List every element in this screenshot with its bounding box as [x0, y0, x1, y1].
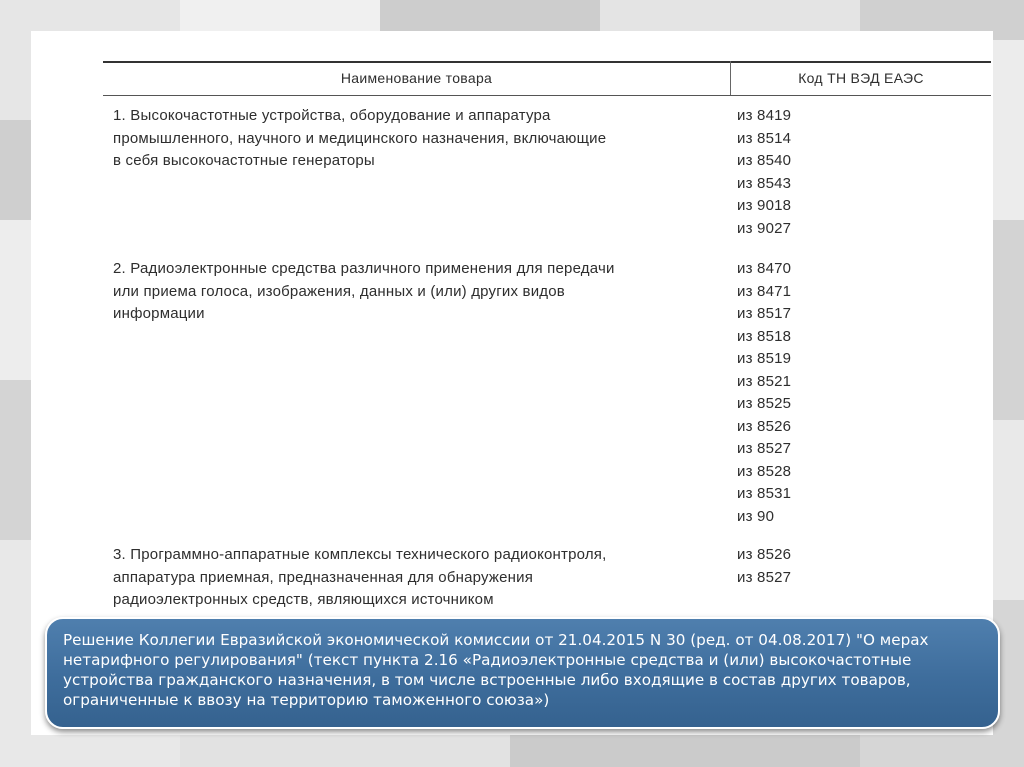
code-cell: из 8543: [737, 174, 792, 192]
caption-line: устройства гражданского назначения, в том числе встроенные либо входящие в состав других товаров,: [63, 671, 911, 689]
background-tile: [180, 735, 510, 767]
code-cell: из 9027: [737, 219, 792, 237]
item-line: 3. Программно-аппаратные комплексы технического радиоконтроля,: [113, 546, 607, 563]
item-line: или приема голоса, изображения, данных и (или) других видов: [113, 282, 565, 300]
code-cell: из 8471: [737, 282, 792, 300]
item-line: 1. Высокочастотные устройства, оборудование и аппаратура: [113, 107, 551, 124]
item-line: аппаратура приемная, предназначенная для обнаружения: [113, 568, 534, 586]
code-cell: из 8526: [737, 417, 792, 435]
table-row-1-codes: [737, 105, 937, 240]
code-cell: из 8527: [737, 568, 792, 586]
caption-line: ограниченные к ввозу на территорию таможенного союза»): [63, 691, 550, 709]
item-line: радиоэлектронных средств, являющихся источником: [113, 591, 494, 608]
code-cell: из 90: [737, 507, 775, 525]
header-code: Код ТН ВЭД ЕАЭС: [798, 70, 924, 86]
code-cell: из 8531: [737, 485, 792, 502]
background-tile: [510, 735, 860, 767]
code-cell: из 8526: [737, 546, 792, 563]
source-caption-box: [45, 617, 1000, 729]
item-line: в себя высокочастотные генераторы: [113, 152, 375, 169]
code-cell: из 9018: [737, 197, 792, 214]
code-cell: из 8521: [737, 372, 792, 390]
item-line: промышленного, научного и медицинского назначения, включающие: [113, 129, 607, 147]
code-cell: из 8519: [737, 350, 792, 367]
code-cell: из 8540: [737, 152, 792, 169]
item-line: информации: [113, 305, 205, 322]
goods-table: [103, 61, 991, 643]
caption-line: Решение Коллегии Евразийской экономической комиссии от 21.04.2015 N 30 (ред. от 04.08.2017) "О мерах: [63, 631, 929, 649]
table-row-3-codes: [737, 544, 937, 589]
item-line: 2. Радиоэлектронные средства различного применения для передачи: [113, 260, 615, 277]
table-row-2-codes: [737, 258, 937, 528]
code-cell: из 8525: [737, 395, 792, 412]
header-goods-name: Наименование товара: [340, 70, 493, 86]
code-cell: из 8470: [737, 260, 792, 277]
table-row-1-text: [113, 105, 725, 173]
code-cell: из 8419: [737, 107, 792, 124]
table-top-rule: [103, 61, 991, 63]
code-cell: из 8528: [737, 462, 792, 480]
code-cell: из 8514: [737, 129, 792, 147]
table-row-2-text: [113, 258, 725, 326]
code-cell: из 8518: [737, 327, 792, 345]
code-cell: из 8527: [737, 440, 792, 457]
code-cell: из 8517: [737, 305, 792, 322]
header-rule: [103, 95, 991, 96]
caption-line: нетарифного регулирования" (текст пункта 2.16 «Радиоэлектронные средства и (или) высокочастотные: [63, 651, 912, 669]
